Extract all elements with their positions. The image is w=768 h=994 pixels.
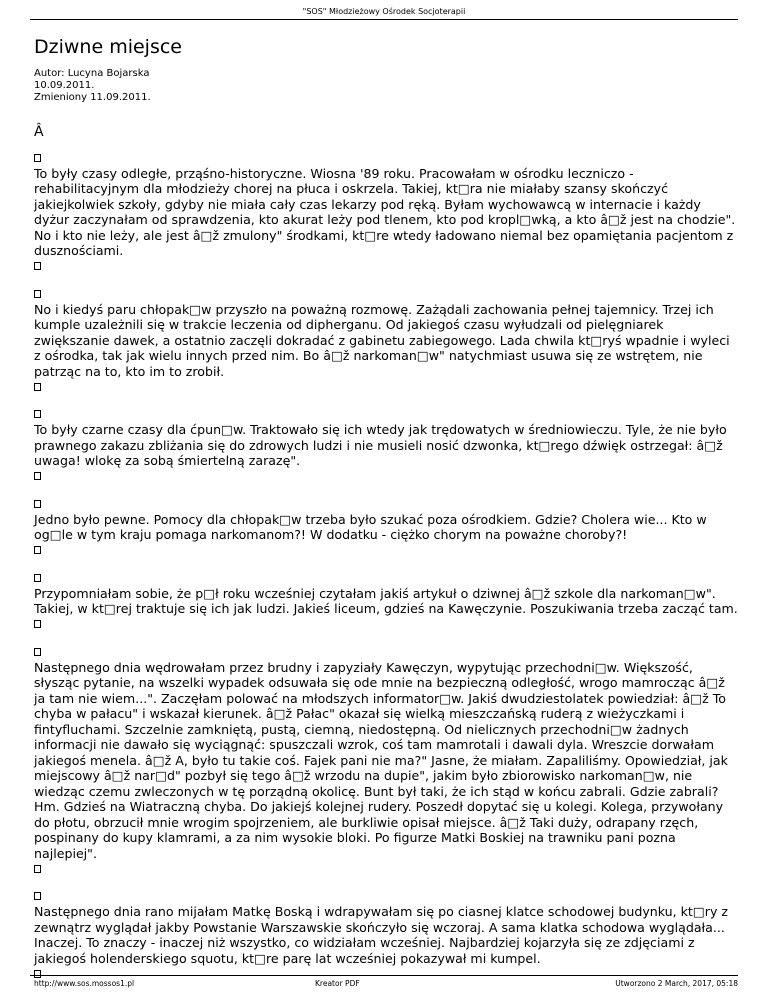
page-header: "SOS" Młodzieżowy Ośrodek Socjoterapii	[302, 7, 466, 16]
separator-box-icon	[34, 286, 739, 302]
publish-date: 10.09.2011.	[34, 80, 95, 91]
footer-url: http://www.sos.mossos1.pl	[34, 979, 135, 988]
paragraph-4: Jedno było pewne. Pomocy dla chłopak□w trzeba było szukać poza ośrodkiem. Gdzie? Cholera wie... Kto w og□le w tym kraju pomaga narkomanom?! W dodatku - ciężko chorym na poważne choroby?!	[34, 511, 707, 542]
article-title: Dziwne miejsce	[34, 36, 182, 58]
separator-box-icon	[34, 617, 739, 633]
separator-box-icon	[34, 644, 739, 660]
footer-created: Utworzono 2 March, 2017, 05:18	[615, 979, 738, 988]
article-body	[34, 150, 739, 982]
separator-box-icon	[34, 543, 739, 559]
stray-glyph: Â	[34, 124, 44, 140]
header-divider	[30, 19, 738, 20]
separator-box-icon	[34, 469, 739, 485]
separator-box-icon	[34, 496, 739, 512]
separator-box-icon	[34, 570, 739, 586]
footer-generator: Kreator PDF	[315, 979, 360, 988]
paragraph-5: Przypomniałam sobie, że p□ł roku wcześniej czytałam jakiś artykuł o dziwnej â□ž szkole dla narkoman□w". Takiej, w kt□rej traktuje się ich jak ludzi. Jakieś liceum, gdzieś na Kawęczynie. Poszukiwania trzeba zacząć tam.	[34, 585, 738, 616]
footer-divider	[30, 975, 738, 976]
article-meta	[34, 68, 151, 104]
separator-box-icon	[34, 379, 739, 395]
modified-date: Zmieniony 11.09.2011.	[34, 92, 151, 103]
separator-box-icon	[34, 407, 739, 423]
paragraph-6: Następnego dnia wędrowałam przez brudny i zapyziały Kawęczyn, wypytując przechodni□w. Większość, słysząc pytanie, na wszelki wypadek odsuwała się ode mnie na bezpieczną odległość, wrogo mamrocząc â□ž ja tam nie wiem...". Zaczęłam polować na młodszych informator□w. Jakiś dwudziestolatek powiedział: â□ž To chyba w pałacu" i wskazał kierunek. â□ž Pałac" okazał się wielką mieszczańską ruderą z wieżyczkami i fintyfluchami. Szczelnie zamkniętą, pustą, ciemną, niedostępną. Od nielicznych przechodni□w żadnych informacji nie dawało się wyciągnąć: spuszczali wzrok, coś tam mamrotali i dawali dyla. Wreszcie dorwałam jakiegoś menela. â□ž A, było tu takie coś. Fajek pani nie ma?" Jasne, że miałam. Zapaliliśmy. Opowiedział, jak miejscowy â□ž nar□d" pozbył się tego â□ž wrzodu na dupie", jakim było zbiorowisko narkoman□w, nie wiedząc czemu zwleczonych w tę porządną okolicę. Bunt był taki, że ich stąd w końcu zabrali. Gdzie zabrali? Hm. Gdzieś na Wiatraczną chyba. Do jakiejś kolejnej rudery. Poszedł dopytać się u kolegi. Kolega, przywołany do płotu, obrzucił mnie wrogim spojrzeniem, ale burkliwie opisał miejsce. â□ž Taki duży, odrapany rzęch, pospinany do kupy klamrami, a za nim wysokie bloki. Po figurze Matki Boskiej na trawniku pani pozna najlepiej".	[34, 659, 728, 861]
paragraph-3: To były czarne czasy dla ćpun□w. Traktowało się ich wtedy jak trędowatych w średniowieczu. Tyle, że nie było prawnego zakazu zbliżania się do zdrowych ludzi i nie musieli nosić dzwonka, kt□rego dźwięk ostrzegał: â□ž uwaga! wlokę za sobą śmiertelną zarazę".	[34, 422, 727, 468]
separator-box-icon	[34, 889, 739, 905]
separator-box-icon	[34, 259, 739, 275]
paragraph-7: Następnego dnia rano mijałam Matkę Boską i wdrapywałam się po ciasnej klatce schodowej budynku, kt□ry z zewnątrz wyglądał jakby Powstanie Warszawskie skończyło się wczoraj. A sama klatka schodowa wyglądała... Inaczej. To znaczy - inaczej niż wszystko, co widziałam wcześniej. Najbardziej kojarzyła się ze zdjęciami z jakiegoś holenderskiego squotu, kt□re parę lat wcześniej pokazywał mi kumpel.	[34, 904, 729, 966]
separator-box-icon	[34, 861, 739, 877]
separator-box-icon	[34, 150, 739, 166]
paragraph-1: To były czasy odległe, prząśno-historyczne. Wiosna '89 roku. Pracowałam w ośrodku leczniczo - rehabilitacyjnym dla młodzieży chorej na płuca i oskrzela. Takiej, kt□ra nie miałaby szansy skończyć jakiejkolwiek szkoły, gdyby nie miała cały czas lekarzy pod ręką. Byłam wychowawcą w internacie i każdy dyżur zaczynałam od sprawdzenia, kto akurat leży pod tlenem, kto pod kropl□wką, a kto â□ž jest na chodzie". No i kto nie leży, ale jest â□ž zmulony" środkami, kt□re wtedy ładowano niemal bez opamiętania pacjentom z dusznościami.	[34, 165, 736, 258]
author-line: Autor: Lucyna Bojarska	[34, 68, 150, 79]
paragraph-2: No i kiedyś paru chłopak□w przyszło na poważną rozmowę. Zażądali zachowania pełnej tajemnicy. Trzej ich kumple uzależnili się w trakcie leczenia od dipherganu. Od jakiegoś czasu wyłudzali od pielęgniarek zwiększanie dawek, a ostatnio zaczęli dokradać z gabinetu zabiegowego. Lada chwila kt□ryś wpadnie i wyleci z ośrodka, tak jak wielu innych przed nim. Bo â□ž narkoman□w" natychmiast usuwa się ze wstrętem, nie patrząc na to, kto im to zrobił.	[34, 301, 730, 379]
